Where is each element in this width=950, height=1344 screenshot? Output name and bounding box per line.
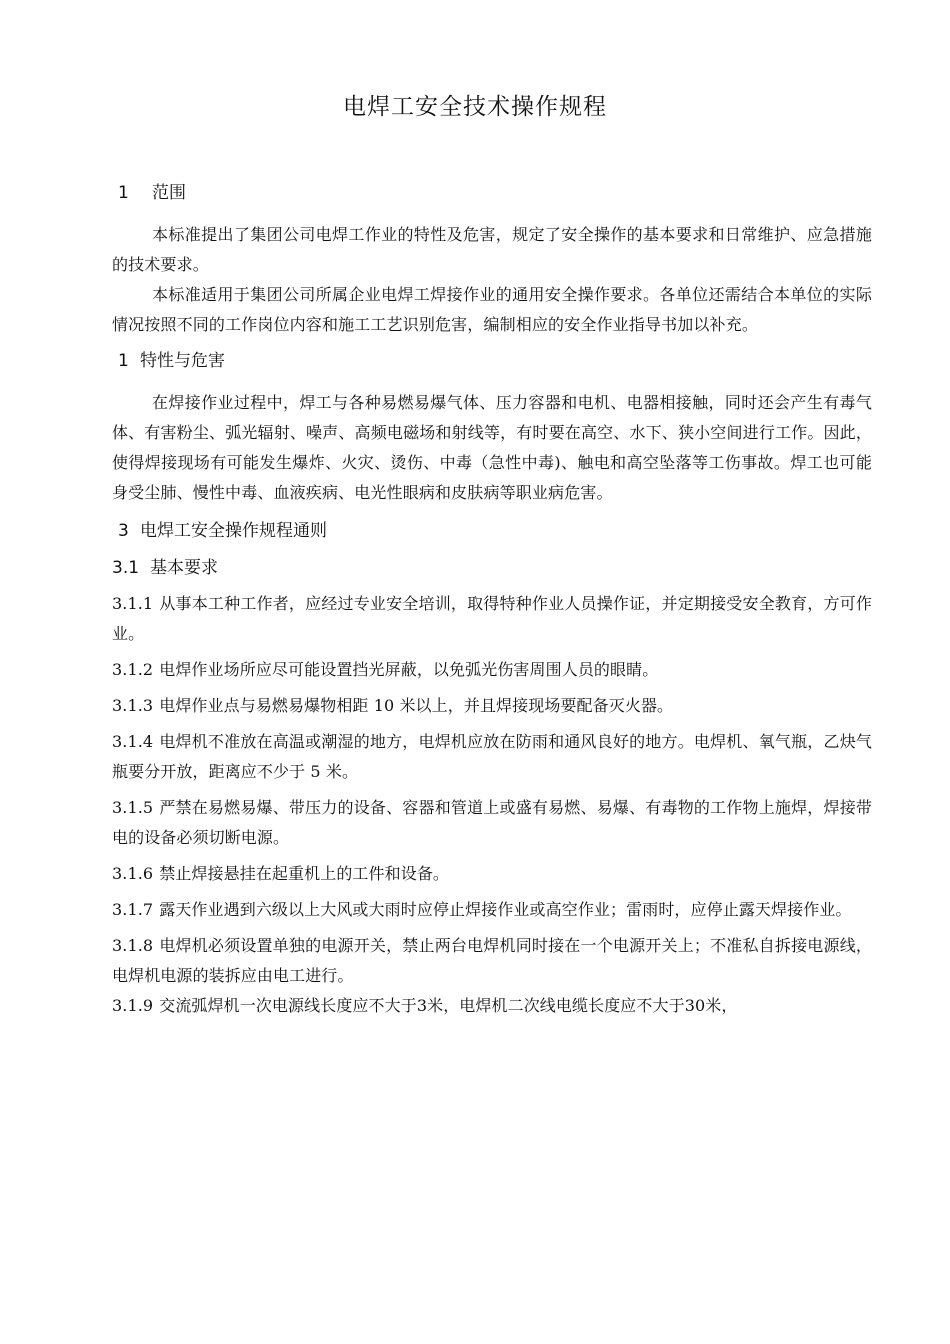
requirement-item — [112, 793, 872, 853]
item-text: 电焊机不准放在高温或潮湿的地方，电焊机应放在防雨和通风良好的地方。电焊机、氧气瓶，乙炔气瓶要分开放，距离应不少于 5 米。 — [112, 732, 872, 781]
subsection-title: 基本要求 — [150, 558, 218, 578]
subsection-number: 3.1 — [112, 558, 140, 578]
item-number: 3.1.3 — [112, 696, 154, 715]
item-number: 3.1.1 — [112, 594, 154, 613]
requirement-item — [112, 931, 872, 991]
item-number: 3.1.2 — [112, 660, 154, 679]
item-text: 电焊作业场所应尽可能设置挡光屏蔽，以免弧光伤害周围人员的眼睛。 — [159, 660, 659, 679]
section-number: 1 — [118, 351, 129, 371]
item-text: 电焊作业点与易燃易爆物相距 10 米以上，并且焊接现场要配备灭火器。 — [159, 696, 674, 715]
item-number: 3.1.6 — [112, 864, 154, 883]
section-number: 3 — [118, 521, 129, 541]
section-number: 1 — [118, 183, 129, 203]
item-number: 3.1.5 — [112, 798, 154, 817]
requirement-item — [112, 895, 872, 925]
document-title: 电焊工安全技术操作规程 — [343, 94, 607, 120]
requirement-item — [112, 727, 872, 787]
item-text: 露天作业遇到六级以上大风或大雨时应停止焊接作业或高空作业；雷雨时，应停止露天焊接作业。 — [159, 900, 852, 919]
item-text: 从事本工种工作者，应经过专业安全培训，取得特种作业人员操作证，并定期接受安全教育，方可作业。 — [112, 594, 872, 643]
requirement-item — [112, 991, 872, 1021]
item-number: 3.1.8 — [112, 936, 154, 955]
item-number: 3.1.9 — [112, 996, 154, 1015]
requirement-item — [112, 859, 872, 889]
item-text: 电焊机必须设置单独的电源开关，禁止两台电焊机同时接在一个电源开关上；不准私自拆接电源线，电焊机电源的装拆应由电工进行。 — [112, 936, 872, 985]
item-text: 禁止焊接悬挂在起重机上的工件和设备。 — [159, 864, 450, 883]
document-body — [112, 178, 872, 1021]
section-title: 电焊工安全操作规程通则 — [140, 521, 327, 541]
section-title: 范围 — [152, 183, 186, 203]
paragraph: 本标准提出了集团公司电焊工作业的特性及危害，规定了安全操作的基本要求和日常维护、应急措施的技术要求。 — [112, 225, 872, 274]
section-heading-general-rules — [112, 516, 872, 546]
section-heading-scope — [112, 178, 872, 208]
subsection-heading-basic-requirements — [112, 553, 872, 583]
item-text: 交流弧焊机一次电源线长度应不大于3米，电焊机二次线电缆长度应不大于30米， — [159, 996, 738, 1015]
item-number: 3.1.7 — [112, 900, 154, 919]
paragraph: 在焊接作业过程中，焊工与各种易燃易爆气体、压力容器和电机、电器相接触，同时还会产生有毒气体、有害粉尘、弧光辐射、噪声、高频电磁场和射线等，有时要在高空、水下、狭小空间进行工作。因此，使得焊接现场有可能发生爆炸、火灾、烫伤、中毒（急性中毒)、触电和高空坠落等工伤事故。焊工也可能身受尘肺、慢性中毒、血液疾病、电光性眼病和皮肤病等职业病危害。 — [112, 393, 872, 502]
section-heading-characteristics — [112, 346, 872, 376]
section-title: 特性与危害 — [140, 351, 225, 371]
paragraph: 本标准适用于集团公司所属企业电焊工焊接作业的通用安全操作要求。各单位还需结合本单位的实际情况按照不同的工作岗位内容和施工工艺识别危害，编制相应的安全作业指导书加以补充。 — [112, 285, 872, 334]
requirement-item — [112, 589, 872, 649]
item-number: 3.1.4 — [112, 732, 154, 751]
requirement-item — [112, 691, 872, 721]
requirement-item — [112, 655, 872, 685]
item-text: 严禁在易燃易爆、带压力的设备、容器和管道上或盛有易燃、易爆、有毒物的工作物上施焊，焊接带电的设备必须切断电源。 — [112, 798, 872, 847]
